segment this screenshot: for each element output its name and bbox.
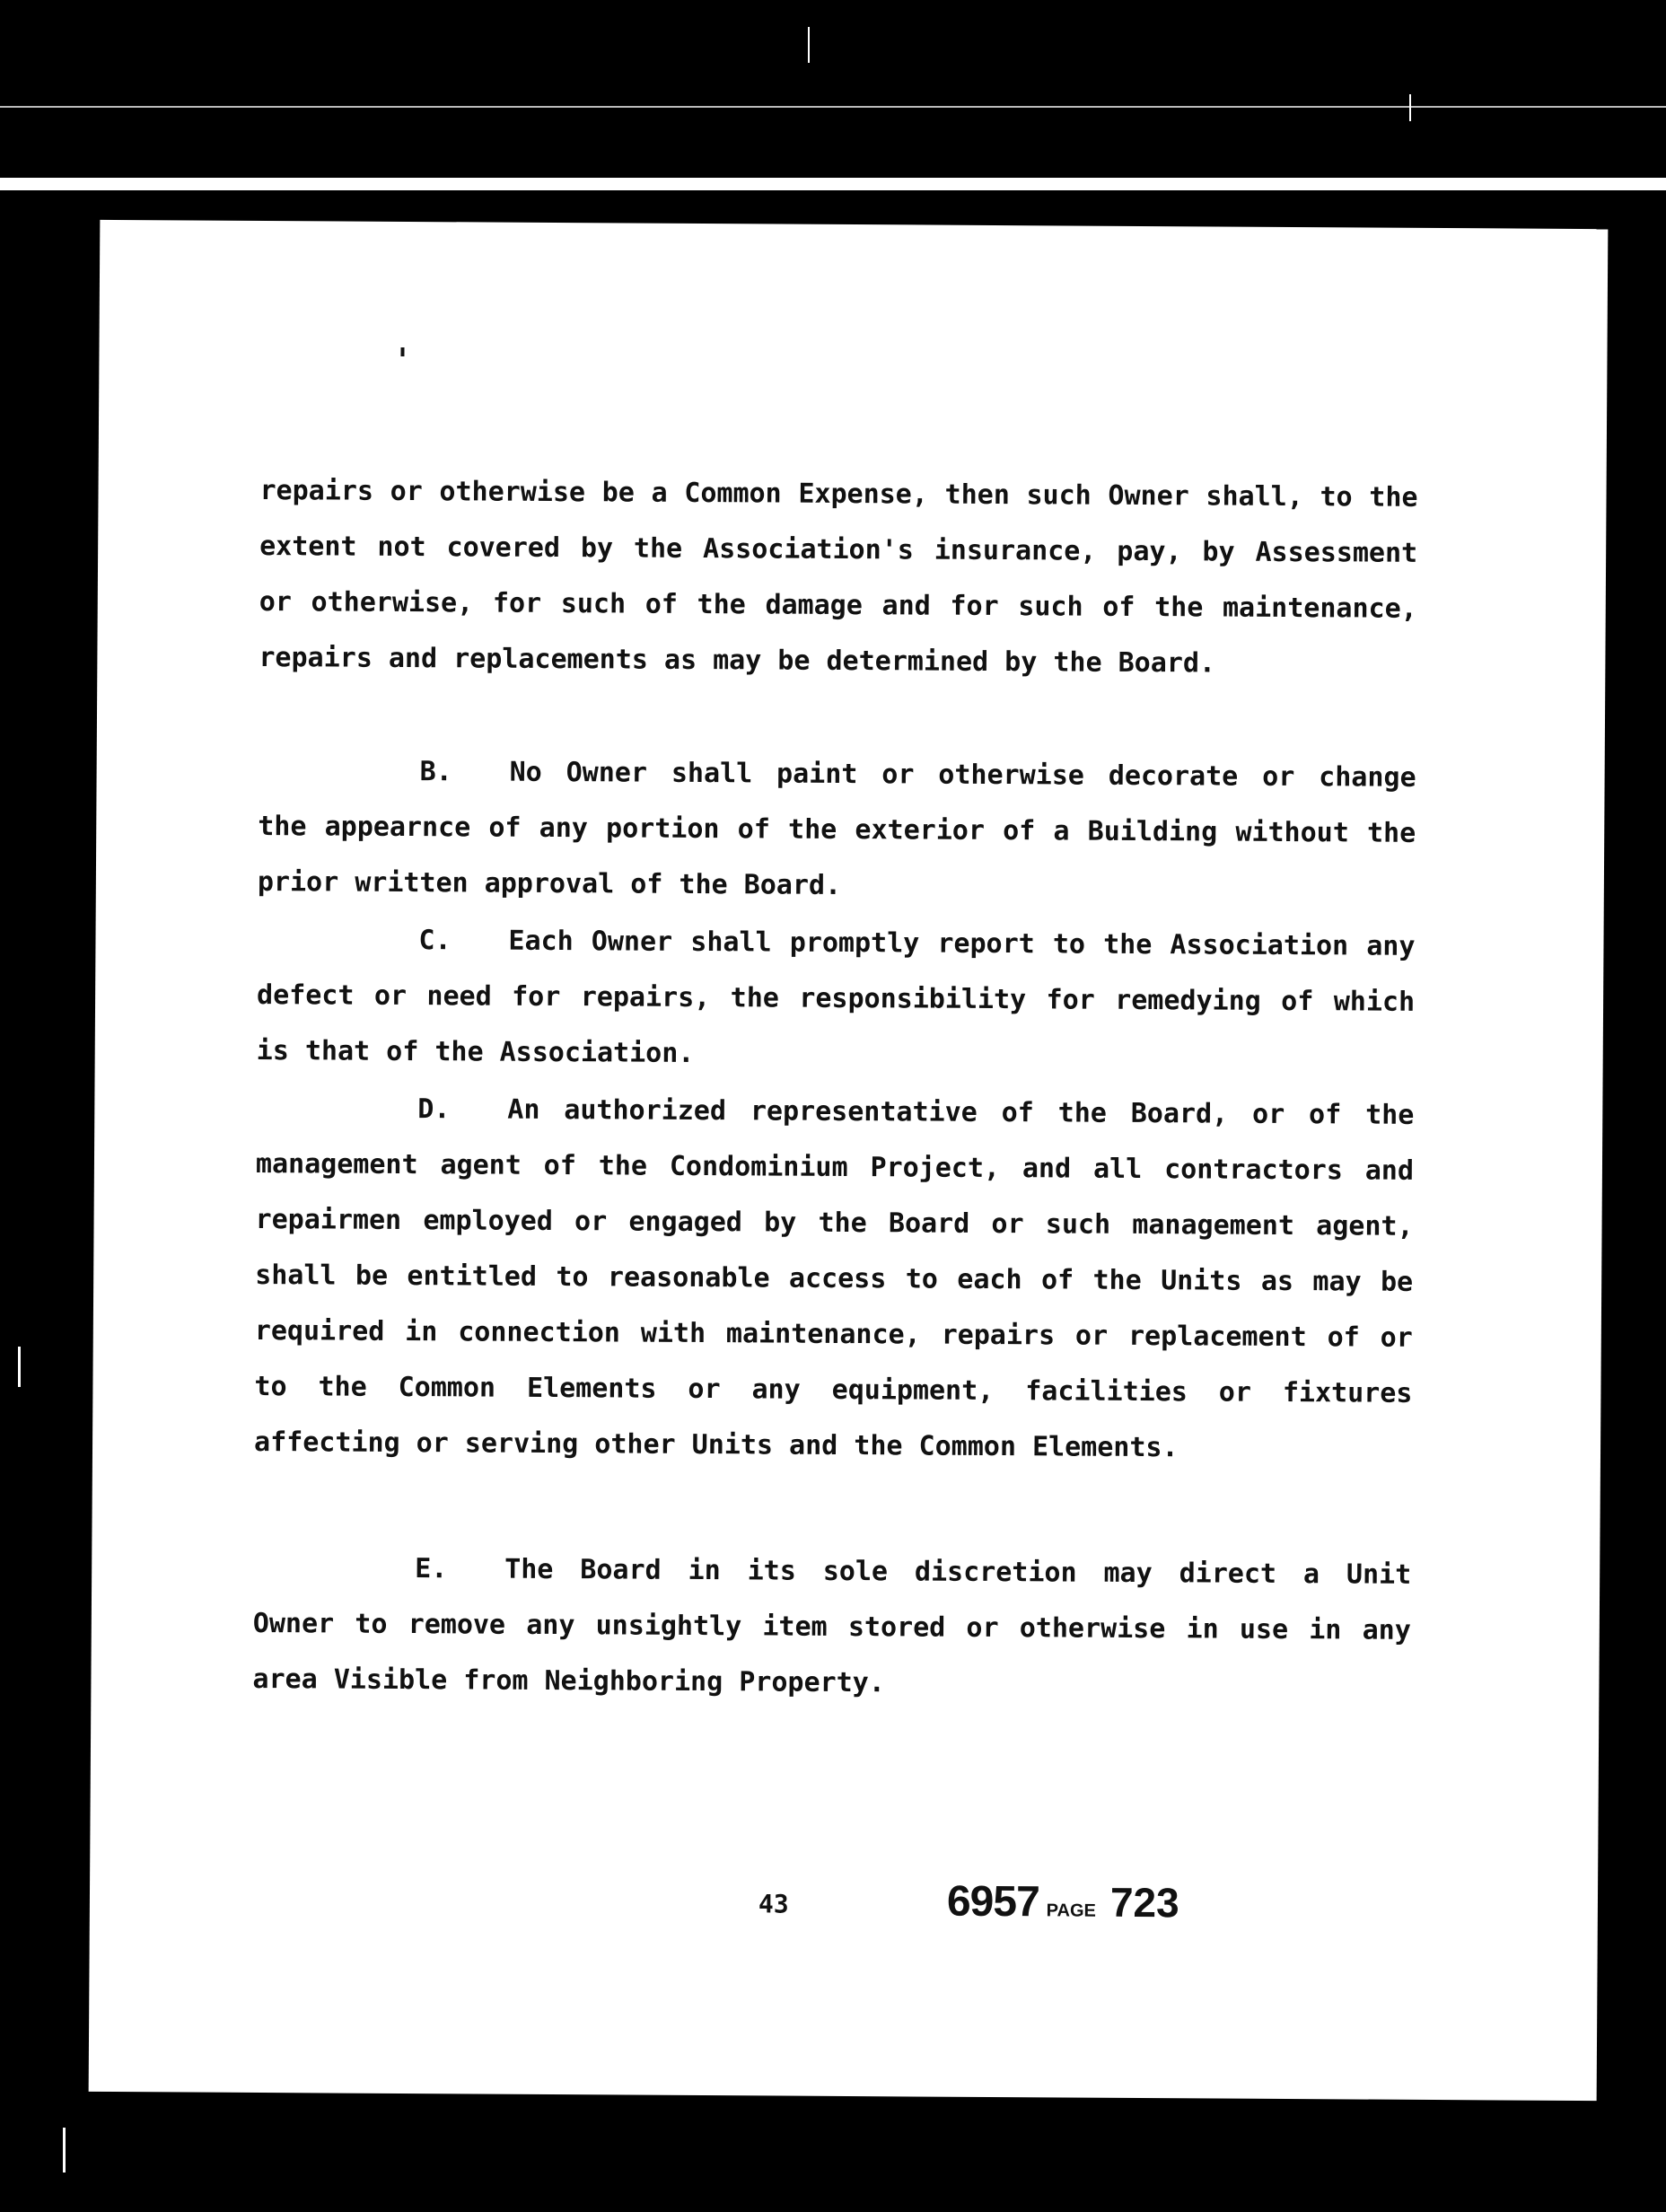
- scan-speck: [1409, 94, 1411, 121]
- page-number: 43: [758, 1889, 789, 1919]
- scan-speck: [18, 1347, 21, 1387]
- paragraph-text: The Board in its sole discretion may direct a Unit Owner to remove any unsightly item stored or otherwise in use in any area Visible from Neighboring Property.: [252, 1553, 1412, 1699]
- scan-border-line: [0, 106, 1666, 108]
- paragraph-text: An authorized representative of the Board, or of the management agent of the Condominium Project, and all contractors and repairmen employed or engaged by the Board or such management agent, shall be entitled to reasonable access to each of the Units as may be required in connection with maintenance, repairs or replacement of or to the Common Elements or any equipment, facilities or fixtures affecting or serving other Units and the Common Elements.: [253, 1093, 1415, 1464]
- paragraph-label: C.: [418, 925, 452, 957]
- scan-speck: [63, 2128, 66, 2172]
- page-word: PAGE: [1046, 1900, 1096, 1921]
- stray-mark: [400, 347, 404, 356]
- paragraph-text: repairs or otherwise be a Common Expense, then such Owner shall, to the extent not covered by the Association's insurance, pay, by Assessment or otherwise, for such of the damage and for such of the maintenance, repairs and replacements as may be determined by the Board.: [259, 474, 1418, 680]
- book-page-reference: [947, 1877, 1179, 1928]
- document-page: [89, 220, 1609, 2101]
- paragraph-e: [252, 1540, 1411, 1715]
- scan-page-edge: [0, 178, 1666, 190]
- paragraph-label: D.: [417, 1093, 451, 1126]
- scan-speck: [808, 27, 810, 63]
- paragraph-d: [254, 1081, 1415, 1478]
- book-number: 6957: [946, 1877, 1039, 1927]
- recorded-page-number: 723: [1109, 1878, 1179, 1927]
- paragraph-label: E.: [415, 1553, 448, 1585]
- paragraph-text: No Owner shall paint or otherwise decorate or change the appearnce of any portion of the exterior of a Building without the prior written approval of the Board.: [257, 756, 1416, 901]
- paragraph-continuation: [259, 463, 1417, 693]
- paragraph-label: B.: [419, 756, 452, 788]
- paragraph-c: [257, 912, 1416, 1086]
- paragraph-text: Each Owner shall promptly report to the Association any defect or need for repairs, the responsibility for remedying of which is that of the Association.: [256, 925, 1416, 1069]
- paragraph-b: [258, 743, 1416, 917]
